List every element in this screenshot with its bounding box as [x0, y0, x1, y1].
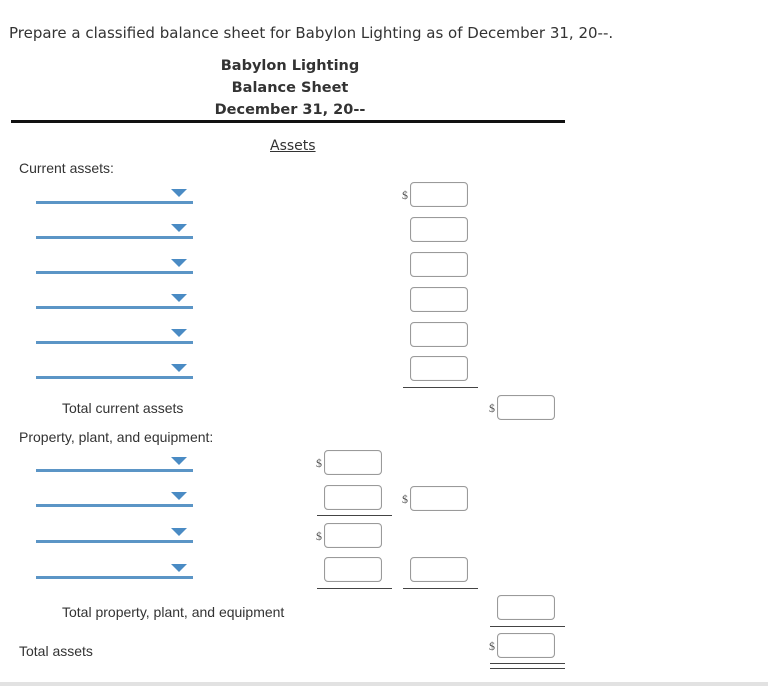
total-current-assets-amount[interactable]	[497, 395, 555, 420]
statement-title: Balance Sheet	[231, 80, 349, 96]
dollar-sign: $	[402, 188, 408, 202]
chevron-down-icon	[171, 528, 187, 536]
ppe-dropdown-3[interactable]	[36, 526, 193, 543]
chevron-down-icon	[171, 564, 187, 572]
current-asset-amount-5[interactable]	[410, 322, 468, 347]
current-assets-label: Current assets:	[19, 160, 114, 176]
total-double-underline	[490, 663, 565, 669]
chevron-down-icon	[171, 364, 187, 372]
subtotal-underline	[317, 588, 392, 589]
subtotal-underline	[403, 387, 478, 388]
subtotal-underline	[317, 515, 392, 516]
ppe-amount-1[interactable]	[324, 450, 382, 475]
current-asset-dropdown-6[interactable]	[36, 362, 193, 379]
current-asset-dropdown-2[interactable]	[36, 222, 193, 239]
ppe-net-amount-1[interactable]	[410, 486, 468, 511]
ppe-dropdown-2[interactable]	[36, 490, 193, 507]
ppe-amount-3[interactable]	[324, 523, 382, 548]
assets-heading: Assets	[270, 138, 316, 154]
current-asset-dropdown-4[interactable]	[36, 292, 193, 309]
chevron-down-icon	[171, 457, 187, 465]
current-asset-amount-3[interactable]	[410, 252, 468, 277]
chevron-down-icon	[171, 224, 187, 232]
current-asset-dropdown-5[interactable]	[36, 327, 193, 344]
statement-date: December 31, 20--	[214, 102, 366, 118]
header-rule	[11, 120, 565, 123]
current-asset-dropdown-1[interactable]	[36, 187, 193, 204]
ppe-amount-4[interactable]	[324, 557, 382, 582]
ppe-net-amount-2[interactable]	[410, 557, 468, 582]
total-assets-amount[interactable]	[497, 633, 555, 658]
subtotal-underline	[490, 626, 565, 627]
chevron-down-icon	[171, 294, 187, 302]
dollar-sign: $	[402, 492, 408, 506]
company-name: Babylon Lighting	[220, 58, 360, 74]
dollar-sign: $	[316, 456, 322, 470]
current-asset-amount-1[interactable]	[410, 182, 468, 207]
current-asset-amount-6[interactable]	[410, 356, 468, 381]
instruction-text: Prepare a classified balance sheet for Babylon Lighting as of December 31, 20--.	[9, 24, 614, 42]
total-ppe-amount[interactable]	[497, 595, 555, 620]
ppe-amount-2[interactable]	[324, 485, 382, 510]
current-asset-amount-2[interactable]	[410, 217, 468, 242]
horizontal-scrollbar[interactable]	[0, 682, 768, 686]
subtotal-underline	[403, 588, 478, 589]
dollar-sign: $	[489, 639, 495, 653]
dollar-sign: $	[489, 401, 495, 415]
chevron-down-icon	[171, 492, 187, 500]
chevron-down-icon	[171, 189, 187, 197]
chevron-down-icon	[171, 329, 187, 337]
chevron-down-icon	[171, 259, 187, 267]
ppe-label: Property, plant, and equipment:	[19, 429, 214, 445]
total-current-assets-label: Total current assets	[62, 400, 184, 416]
total-assets-label: Total assets	[19, 643, 93, 659]
dollar-sign: $	[316, 529, 322, 543]
current-asset-amount-4[interactable]	[410, 287, 468, 312]
current-asset-dropdown-3[interactable]	[36, 257, 193, 274]
ppe-dropdown-1[interactable]	[36, 455, 193, 472]
ppe-dropdown-4[interactable]	[36, 562, 193, 579]
total-ppe-label: Total property, plant, and equipment	[62, 604, 285, 620]
